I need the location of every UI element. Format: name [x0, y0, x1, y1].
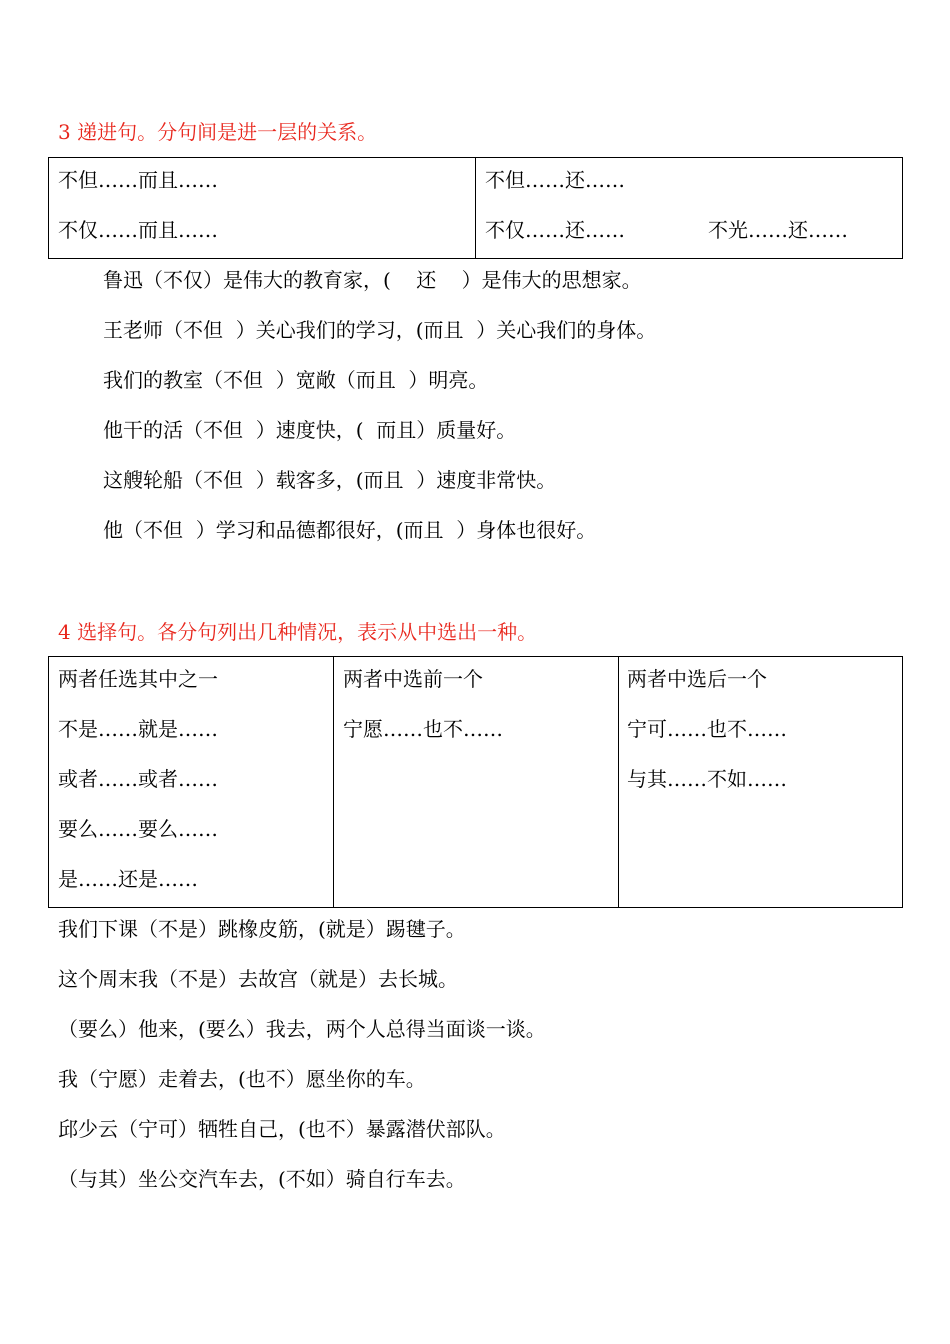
- table-divider: [618, 656, 619, 908]
- example-sentence: 他干的活（不但 ）速度快，( 而且）质量好。: [103, 418, 517, 442]
- table-divider: [333, 656, 334, 908]
- table-cell: 或者……或者……: [58, 767, 218, 791]
- table-cell: 宁可……也不……: [627, 717, 787, 741]
- example-sentence: 我们的教室（不但 ）宽敞（而且 ）明亮。: [103, 368, 489, 392]
- example-sentence: 我（宁愿）走着去，(也不）愿坐你的车。: [58, 1067, 426, 1091]
- example-sentence: 这个周末我（不是）去故宫（就是）去长城。: [58, 967, 458, 991]
- example-sentence: 鲁迅（不仅）是伟大的教育家，( 还 ）是伟大的思想家。: [103, 268, 642, 292]
- table-cell: 两者中选前一个: [343, 667, 483, 691]
- table-cell: 要么……要么……: [58, 817, 218, 841]
- section-4-heading: 4 选择句。各分句列出几种情况，表示从中选出一种。: [58, 620, 538, 644]
- example-sentence: （与其）坐公交汽车去，(不如）骑自行车去。: [58, 1167, 466, 1191]
- table-cell: 不仅……还……: [485, 218, 625, 242]
- table-cell: 是……还是……: [58, 867, 198, 891]
- example-sentence: （要么）他来，(要么）我去，两个人总得当面谈一谈。: [58, 1017, 546, 1041]
- example-sentence: 王老师（不但 ）关心我们的学习，(而且 ）关心我们的身体。: [103, 318, 657, 342]
- example-sentence: 这艘轮船（不但 ）载客多，(而且 ）速度非常快。: [103, 468, 557, 492]
- section-3-heading: 3 递进句。分句间是进一层的关系。: [58, 120, 378, 144]
- table-cell: 两者任选其中之一: [58, 667, 218, 691]
- table-cell: 不是……就是……: [58, 717, 218, 741]
- example-sentence: 我们下课（不是）跳橡皮筋，(就是）踢毽子。: [58, 917, 466, 941]
- table-cell: 与其……不如……: [627, 767, 787, 791]
- table-cell: 宁愿……也不……: [343, 717, 503, 741]
- table-cell: 不光……还……: [708, 218, 848, 242]
- table-cell: 不但……而且……: [58, 168, 218, 192]
- table-divider: [475, 157, 476, 259]
- table-cell: 不但……还……: [485, 168, 625, 192]
- example-sentence: 邱少云（宁可）牺牲自己，(也不）暴露潜伏部队。: [58, 1117, 506, 1141]
- example-sentence: 他（不但 ）学习和品德都很好，(而且 ）身体也很好。: [103, 518, 597, 542]
- table-cell: 两者中选后一个: [627, 667, 767, 691]
- table-cell: 不仅……而且……: [58, 218, 218, 242]
